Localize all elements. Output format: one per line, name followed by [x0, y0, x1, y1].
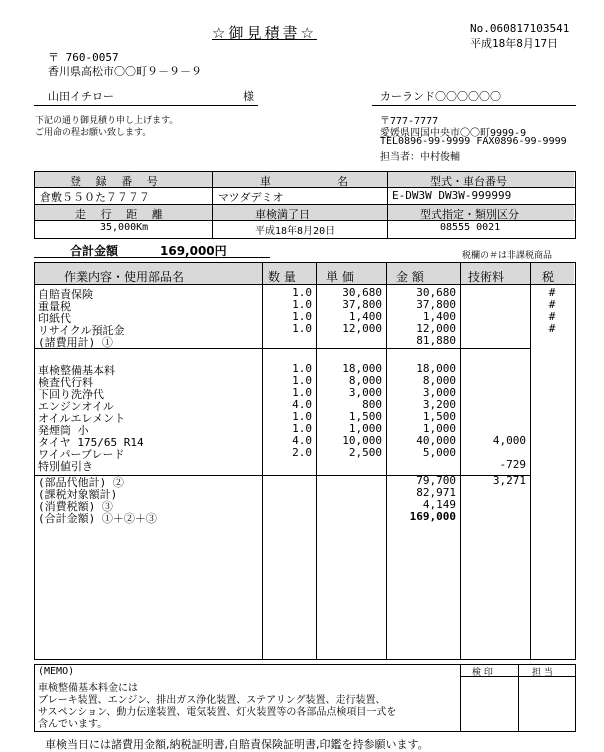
memo-line-2: ブレーキ装置、エンジン、排出ガス浄化装置、ステアリング装置、走行装置、 [38, 695, 386, 706]
col-header-item: 作業内容・使用部品名 [64, 270, 185, 284]
vehicle-type-code: 08555 0021 [440, 222, 501, 233]
document-number: No.060817103541 [470, 22, 570, 35]
vehicle-header-mileage: 走 行 距 離 [75, 208, 167, 221]
memo-line-1: 車検整備基本料金には [38, 683, 138, 694]
row-8-price: 3,000 [348, 386, 382, 399]
row-1-qty: 1.0 [292, 298, 312, 311]
stamp-label-staff: 担 当 [532, 668, 553, 678]
col-header-price: 単 価 [326, 270, 354, 284]
row-18-amount: 169,000 [409, 510, 456, 523]
vehicle-header-name: 名 [337, 175, 348, 188]
row-15-tech: 3,271 [492, 474, 526, 487]
vehicle-header-inspection: 車検満了日 [255, 208, 310, 221]
vehicle-header-model: 型式・車台番号 [430, 175, 507, 188]
row-1-amount: 37,800 [416, 298, 456, 311]
customer-name: 山田イチロー [48, 90, 114, 103]
vehicle-car-name: マツダデミオ [218, 191, 284, 204]
vehicle-header-car: 車 [260, 175, 271, 188]
company-underline [372, 105, 576, 106]
row-13-price: 2,500 [348, 446, 382, 459]
row-12-qty: 4.0 [292, 434, 312, 447]
vehicle-header-reg: 登 録 番 号 [70, 175, 162, 188]
row-3-item: リサイクル預託金 [38, 324, 125, 337]
row-0-price: 30,680 [342, 286, 382, 299]
row-9-qty: 4.0 [292, 398, 312, 411]
row-12-tech: 4,000 [492, 434, 526, 447]
col-header-tax: 税 [542, 270, 555, 284]
row-3-qty: 1.0 [292, 322, 312, 335]
row-4-amount: 81,880 [416, 334, 456, 347]
footer-note: 車検当日には諸費用金額,納税証明書,自賠責保険証明書,印鑑を持参願います。 [45, 738, 429, 751]
row-1-price: 37,800 [342, 298, 382, 311]
intro-line-2: ご用命の程お願い致します。 [35, 128, 152, 138]
row-16-amount: 82,971 [416, 486, 456, 499]
row-13-item: ワイパーブレード [38, 448, 125, 461]
row-6-qty: 1.0 [292, 362, 312, 375]
row-12-price: 10,000 [342, 434, 382, 447]
memo-line-3: サスペンション、動力伝達装置、電気装置、灯火装置等の各部品点検項目一式を [38, 707, 397, 718]
row-12-item: タイヤ 175/65 R14 [38, 436, 144, 449]
row-2-qty: 1.0 [292, 310, 312, 323]
row-2-price: 1,400 [348, 310, 382, 323]
stamp-label-inspect: 検 印 [472, 668, 493, 678]
row-1-item: 重量税 [38, 300, 71, 313]
row-6-price: 18,000 [342, 362, 382, 375]
customer-address: 香川県高松市〇〇町９－９－９ [48, 65, 202, 78]
row-17-item: (消費税額) ③ [38, 500, 113, 513]
col-header-amount: 金 額 [396, 270, 424, 284]
row-10-item: オイルエレメント [38, 412, 126, 425]
row-14-tech: -729 [499, 458, 526, 471]
row-11-amount: 1,000 [422, 422, 456, 435]
col-header-tech: 技術料 [468, 270, 505, 284]
vehicle-inspection-end: 平成18年8月20日 [255, 226, 336, 237]
total-underline [34, 257, 270, 258]
col-header-qty: 数 量 [268, 270, 296, 284]
company-tel-fax: TEL0896-99-9999 FAX0896-99-9999 [380, 136, 567, 147]
row-2-amount: 1,400 [422, 310, 456, 323]
row-11-qty: 1.0 [292, 422, 312, 435]
row-7-amount: 8,000 [422, 374, 456, 387]
customer-underline [34, 105, 258, 106]
row-3-price: 12,000 [342, 322, 382, 335]
company-postal: 〒777-7777 [380, 116, 439, 127]
row-6-amount: 18,000 [416, 362, 456, 375]
row-10-amount: 1,500 [422, 410, 456, 423]
total-label: 合計金額 [70, 244, 119, 258]
row-0-amount: 30,680 [416, 286, 456, 299]
company-staff: 担当者：中村俊輔 [380, 152, 460, 163]
row-13-amount: 5,000 [422, 446, 456, 459]
row-3-amount: 12,000 [416, 322, 456, 335]
row-12-amount: 40,000 [416, 434, 456, 447]
memo-line-4: 含んでいます。 [38, 719, 108, 730]
row-9-amount: 3,200 [422, 398, 456, 411]
row-7-price: 8,000 [348, 374, 382, 387]
company-name: カーランド〇〇〇〇〇〇 [380, 90, 501, 103]
row-1-tax: # [548, 298, 556, 311]
row-17-amount: 4,149 [422, 498, 456, 511]
row-8-amount: 3,000 [422, 386, 456, 399]
vehicle-header-type: 型式指定・類別区分 [420, 208, 519, 221]
row-15-amount: 79,700 [416, 474, 456, 487]
tax-note: 税欄の＃は非課税商品 [462, 251, 553, 261]
row-7-qty: 1.0 [292, 374, 312, 387]
row-0-qty: 1.0 [292, 286, 312, 299]
row-4-item: (諸費用計) ① [38, 336, 113, 349]
row-10-price: 1,500 [348, 410, 382, 423]
row-0-tax: # [548, 286, 556, 299]
row-7-item: 検査代行料 [38, 376, 93, 389]
row-18-item: (合計金額) ①＋②＋③ [38, 512, 157, 525]
vehicle-mileage: 35,000Km [100, 222, 149, 233]
customer-honorific: 様 [243, 90, 254, 103]
row-14-item: 特別値引き [38, 460, 93, 473]
row-9-item: エンジンオイル [38, 400, 114, 413]
row-2-item: 印紙代 [38, 312, 71, 325]
document-date: 平成18年8月17日 [470, 37, 559, 50]
row-11-item: 発煙筒 小 [38, 424, 89, 437]
memo-label: (MEMO) [38, 666, 75, 677]
row-8-item: 下回り洗浄代 [38, 388, 104, 401]
row-3-tax: # [548, 322, 556, 335]
customer-postal: 〒 760-0057 [48, 51, 119, 64]
row-13-qty: 2.0 [292, 446, 312, 459]
row-8-qty: 1.0 [292, 386, 312, 399]
row-10-qty: 1.0 [292, 410, 312, 423]
vehicle-model-no: E-DW3W DW3W-999999 [392, 189, 512, 202]
document-title: ☆御見積書☆ [212, 24, 317, 42]
total-amount: 169,000円 [160, 244, 227, 258]
row-15-item: (部品代他計) ② [38, 476, 124, 489]
vehicle-reg-no: 倉敷５５０た７７７７ [40, 191, 150, 204]
row-9-price: 800 [362, 398, 382, 411]
row-6-item: 車検整備基本料 [38, 364, 115, 377]
intro-line-1: 下記の通り御見積り申し上げます。 [35, 116, 179, 126]
row-16-item: (課税対象額計) [38, 488, 118, 501]
row-11-price: 1,000 [348, 422, 382, 435]
row-0-item: 自賠責保険 [38, 288, 93, 301]
company-address: 愛媛県四国中央市〇〇町9999-9 [380, 128, 527, 139]
row-2-tax: # [548, 310, 556, 323]
